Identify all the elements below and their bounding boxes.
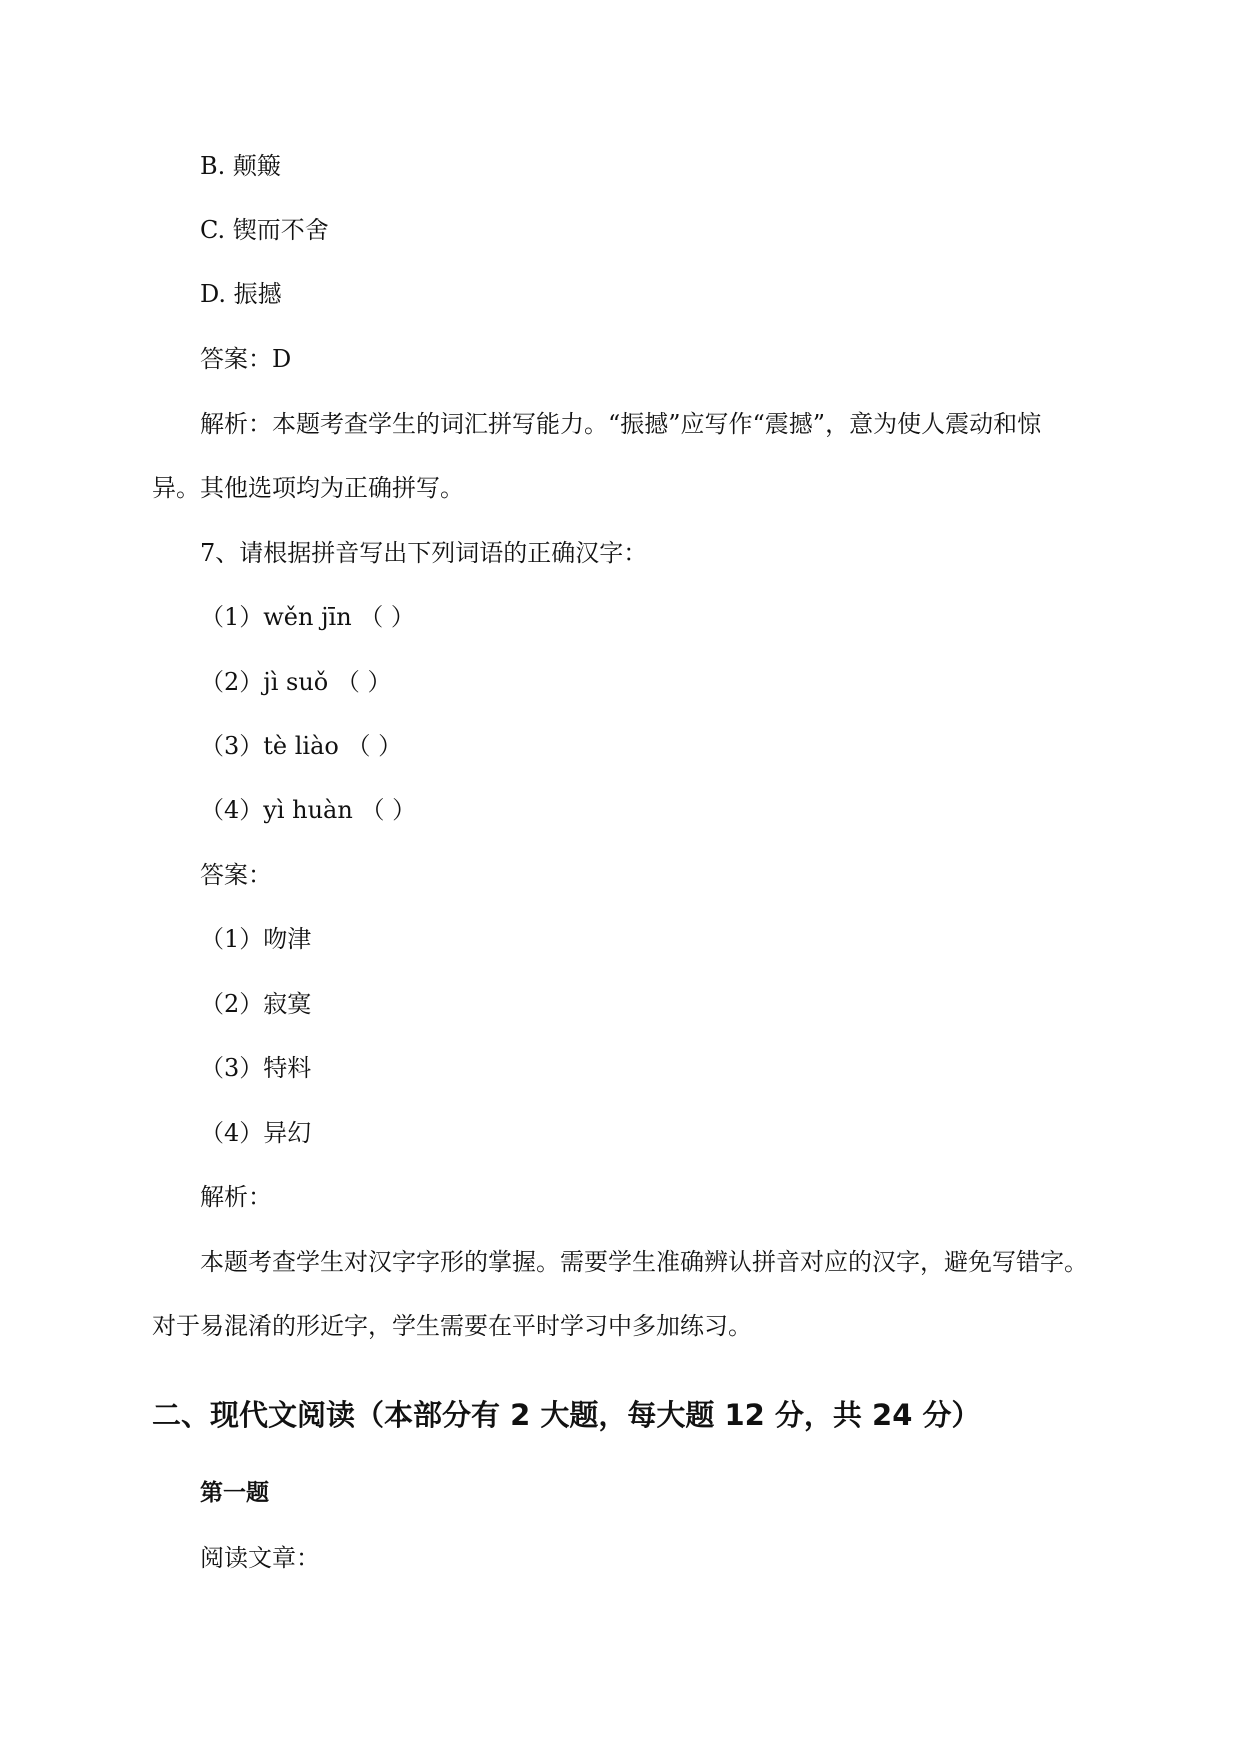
q7-answer-4: （4）异幻 [200,1119,312,1147]
q7-answer-1: （1）吻津 [200,925,312,953]
q7-item-4: （4）yì huàn （ ） [200,796,417,824]
q7-item-3: （3）tè liào （ ） [200,732,403,760]
q7-answer-label: 答案： [200,861,272,889]
q7-analysis-line2: 对于易混淆的形近字，学生需要在平时学习中多加练习。 [152,1312,752,1340]
answer-q6: 答案：D [200,345,292,373]
q7-prompt: 7、请根据拼音写出下列词语的正确汉字： [200,539,648,567]
q7-analysis-label: 解析： [200,1183,272,1211]
q7-answer-3: （3）特料 [200,1054,312,1082]
reading-instruction: 阅读文章： [200,1544,320,1572]
q7-answer-2: （2）寂寞 [200,990,312,1018]
section-title: 二、现代文阅读（本部分有 2 大题，每大题 12 分，共 24 分） [152,1398,981,1432]
option-b: B. 颠簸 [200,152,281,180]
section-subtitle: 第一题 [200,1480,269,1506]
option-d: D. 振撼 [200,280,282,308]
analysis-q6-line1: 解析：本题考查学生的词汇拼写能力。“振撼”应写作“震撼”，意为使人震动和惊 [200,410,1042,438]
option-c: C. 锲而不舍 [200,216,329,244]
q7-analysis-line1: 本题考查学生对汉字字形的掌握。需要学生准确辨认拼音对应的汉字，避免写错字。 [200,1248,1088,1276]
q7-item-2: （2）jì suǒ （ ） [200,668,392,696]
q7-item-1: （1）wěn jīn （ ） [200,603,415,631]
analysis-q6-line2: 异。其他选项均为正确拼写。 [152,474,464,502]
